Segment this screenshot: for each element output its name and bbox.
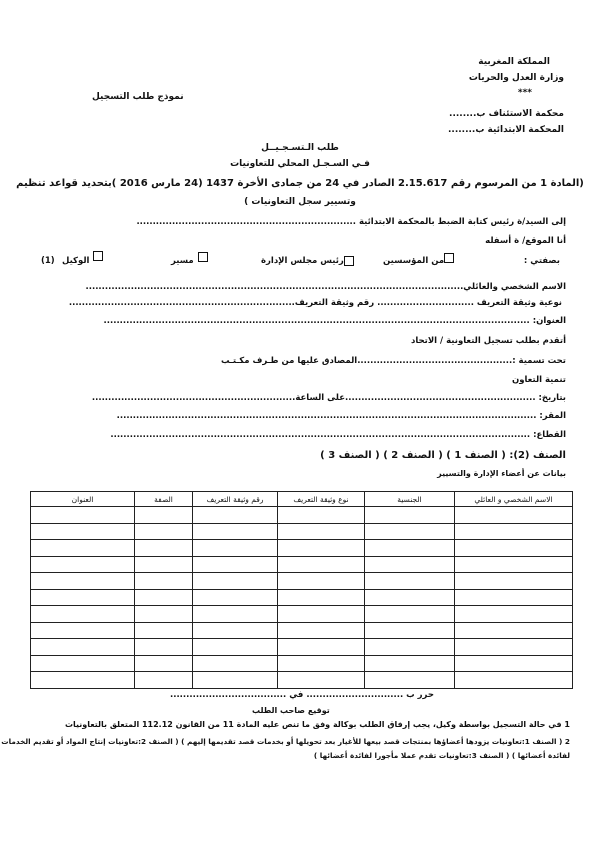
done-at-line: حرر ب .............................. في .................................... xyxy=(170,690,434,700)
table-cell[interactable] xyxy=(455,540,573,557)
members-title: بيانات عن أعضاء الإدارة والتسيير xyxy=(437,469,566,478)
sector-line: القطاع: .................................................................................................................................. xyxy=(110,430,566,440)
first-instance-line: المحكمة الابتدائية ب........ xyxy=(447,125,564,135)
table-cell[interactable] xyxy=(455,523,573,540)
full-name-line: الاسم الشخصي والعائلي..................................................................................................................... xyxy=(85,282,566,292)
id-document-line: نوعية وثيقة التعريف .............................. رقم وثيقة التعريف...................................................................... xyxy=(68,298,562,308)
appeal-court-line: محكمة الاستئناف ب........ xyxy=(449,109,564,119)
title-line-1: طلب الـتسـجـيــل xyxy=(261,143,339,153)
table-row xyxy=(31,540,573,557)
table-row xyxy=(31,589,573,606)
table-cell[interactable] xyxy=(135,622,193,639)
footnote-2-part-1: 2 ( الصنف 1:تعاونيات يزودها أعضاؤها بمنتجات قصد بيعها للأغيار بعد تحويلها أو بخدمات قصد تقديمها إليهم ) ( الصنف 2:تعاونيات إنتاج المواد أو تقديم الخدمات xyxy=(1,737,570,746)
table-cell[interactable] xyxy=(135,540,193,557)
title-line-3: (المادة 1 من المرسوم رقم 2.15.617 الصادر في 24 من جمادى الأخرة 1437 (24 مارس 2016 )بتحديد قواعد تنظيم xyxy=(16,178,584,189)
table-cell[interactable] xyxy=(455,556,573,573)
table-cell[interactable] xyxy=(135,589,193,606)
col-header-address: العنوان xyxy=(31,492,135,507)
table-row xyxy=(31,655,573,672)
col-header-id-number: رقم وثيقة التعريف xyxy=(193,492,278,507)
form-model-label: نموذج طلب التسجيل xyxy=(92,92,184,102)
table-cell[interactable] xyxy=(365,622,455,639)
table-row xyxy=(31,639,573,656)
members-table xyxy=(30,491,573,689)
table-cell[interactable] xyxy=(193,639,278,656)
table-header-row xyxy=(31,492,573,507)
board-chair-option-label: رئيس مجلس الإدارة xyxy=(261,256,344,266)
manager-option-label: مسير xyxy=(171,256,194,266)
table-cell[interactable] xyxy=(365,507,455,524)
table-cell[interactable] xyxy=(365,540,455,557)
table-cell[interactable] xyxy=(31,655,135,672)
table-cell[interactable] xyxy=(278,622,365,639)
table-cell[interactable] xyxy=(278,655,365,672)
title-line-2: فـي السـجـل المحلي للتعاونيات xyxy=(230,159,370,169)
table-row xyxy=(31,523,573,540)
table-cell[interactable] xyxy=(455,639,573,656)
table-cell[interactable] xyxy=(193,672,278,689)
table-cell[interactable] xyxy=(278,672,365,689)
kingdom-name: المملكة المغربية xyxy=(478,57,550,67)
table-cell[interactable] xyxy=(193,655,278,672)
agent-checkbox[interactable] xyxy=(93,251,103,261)
table-cell[interactable] xyxy=(365,639,455,656)
board-chair-checkbox[interactable] xyxy=(344,256,354,266)
table-cell[interactable] xyxy=(278,507,365,524)
agent-option-label: الوكيل xyxy=(62,256,90,266)
table-cell[interactable] xyxy=(135,523,193,540)
hq-line: المقر: .................................................................................................................................. xyxy=(116,411,566,421)
table-cell[interactable] xyxy=(278,573,365,590)
members-table-body xyxy=(31,507,573,689)
table-cell[interactable] xyxy=(193,573,278,590)
table-cell[interactable] xyxy=(31,540,135,557)
table-cell[interactable] xyxy=(278,556,365,573)
table-cell[interactable] xyxy=(455,573,573,590)
table-row xyxy=(31,507,573,524)
table-cell[interactable] xyxy=(31,639,135,656)
addressee-line: إلى السيد/ة رئيس كتابة الضبط بالمحكمة الابتدائية .................................................................... xyxy=(136,217,566,227)
table-cell[interactable] xyxy=(278,589,365,606)
table-cell[interactable] xyxy=(365,606,455,623)
table-cell[interactable] xyxy=(193,523,278,540)
table-cell[interactable] xyxy=(365,589,455,606)
table-cell[interactable] xyxy=(31,672,135,689)
address-line: العنوان: .................................................................................................................................... xyxy=(103,316,566,326)
col-header-nationality: الجنسية xyxy=(365,492,455,507)
table-cell[interactable] xyxy=(31,556,135,573)
table-cell[interactable] xyxy=(278,540,365,557)
table-cell[interactable] xyxy=(31,507,135,524)
table-cell[interactable] xyxy=(365,672,455,689)
col-header-role: الصفة xyxy=(135,492,193,507)
table-cell[interactable] xyxy=(135,655,193,672)
founder-checkbox[interactable] xyxy=(444,253,454,263)
table-cell[interactable] xyxy=(135,639,193,656)
table-cell[interactable] xyxy=(31,606,135,623)
table-cell[interactable] xyxy=(135,573,193,590)
table-cell[interactable] xyxy=(31,589,135,606)
named-line: تحت تسمية :................................................المصادق عليها من طـرف مكـتـب xyxy=(221,356,566,366)
table-cell[interactable] xyxy=(193,622,278,639)
signatory-line: أنا الموقع/ ة أسفله xyxy=(485,236,566,246)
request-line: أتقدم بطلب تسجيل التعاونية / الاتحاد xyxy=(410,336,566,346)
table-cell[interactable] xyxy=(193,589,278,606)
title-line-4: وتسيير سجل التعاونيات ) xyxy=(244,197,356,207)
col-header-id-type: نوع وثيقة التعريف xyxy=(278,492,365,507)
table-cell[interactable] xyxy=(455,507,573,524)
table-cell[interactable] xyxy=(278,639,365,656)
table-cell[interactable] xyxy=(455,589,573,606)
table-cell[interactable] xyxy=(193,507,278,524)
manager-checkbox[interactable] xyxy=(198,252,208,262)
table-cell[interactable] xyxy=(278,523,365,540)
table-cell[interactable] xyxy=(365,573,455,590)
table-cell[interactable] xyxy=(278,606,365,623)
header-stars: *** xyxy=(517,88,532,98)
founder-option-label: من المؤسسين xyxy=(383,256,445,266)
table-cell[interactable] xyxy=(135,672,193,689)
applicant-signature-label: توقيع صاحب الطلب xyxy=(252,706,330,715)
date-line: بتاريخ: ...........................................................على الساعة............................................................... xyxy=(91,393,566,403)
table-row xyxy=(31,672,573,689)
table-cell[interactable] xyxy=(455,655,573,672)
table-row xyxy=(31,556,573,573)
ministry-name: وزارة العدل والحريات xyxy=(468,73,564,83)
table-cell[interactable] xyxy=(455,672,573,689)
table-cell[interactable] xyxy=(193,540,278,557)
table-cell[interactable] xyxy=(365,556,455,573)
table-cell[interactable] xyxy=(365,655,455,672)
table-cell[interactable] xyxy=(135,507,193,524)
table-cell[interactable] xyxy=(193,556,278,573)
table-cell[interactable] xyxy=(365,523,455,540)
table-row xyxy=(31,573,573,590)
table-cell[interactable] xyxy=(31,622,135,639)
table-cell[interactable] xyxy=(455,606,573,623)
table-cell[interactable] xyxy=(31,523,135,540)
dev-office-line: تنمية التعاون xyxy=(511,375,566,385)
table-row xyxy=(31,606,573,623)
table-cell[interactable] xyxy=(455,622,573,639)
footnote-1: 1 في حالة التسجيل بواسطة وكيل، يجب إرفاق الطلب بوكالة وفق ما تنص عليه المادة 11 من القانون 112.12 المتعلق بالتعاونيات xyxy=(64,720,570,729)
footnote-2-part-2: لفائدة أعضائها ) ( الصنف 3:تعاونيات تقدم عملا مأجورا لفائدة أعضائها ) xyxy=(313,751,570,760)
category-line: الصنف (2): ( الصنف 1 ) ( الصنف 2 ) ( الصنف 3 ) xyxy=(320,450,566,461)
table-cell[interactable] xyxy=(31,573,135,590)
table-cell[interactable] xyxy=(135,606,193,623)
capacity-label: بصفتي : xyxy=(523,256,560,266)
table-row xyxy=(31,622,573,639)
table-cell[interactable] xyxy=(193,606,278,623)
col-header-full-name: الاسم الشخصي و العائلي xyxy=(455,492,573,507)
agent-footnote-ref: (1) xyxy=(41,256,55,266)
table-cell[interactable] xyxy=(135,556,193,573)
